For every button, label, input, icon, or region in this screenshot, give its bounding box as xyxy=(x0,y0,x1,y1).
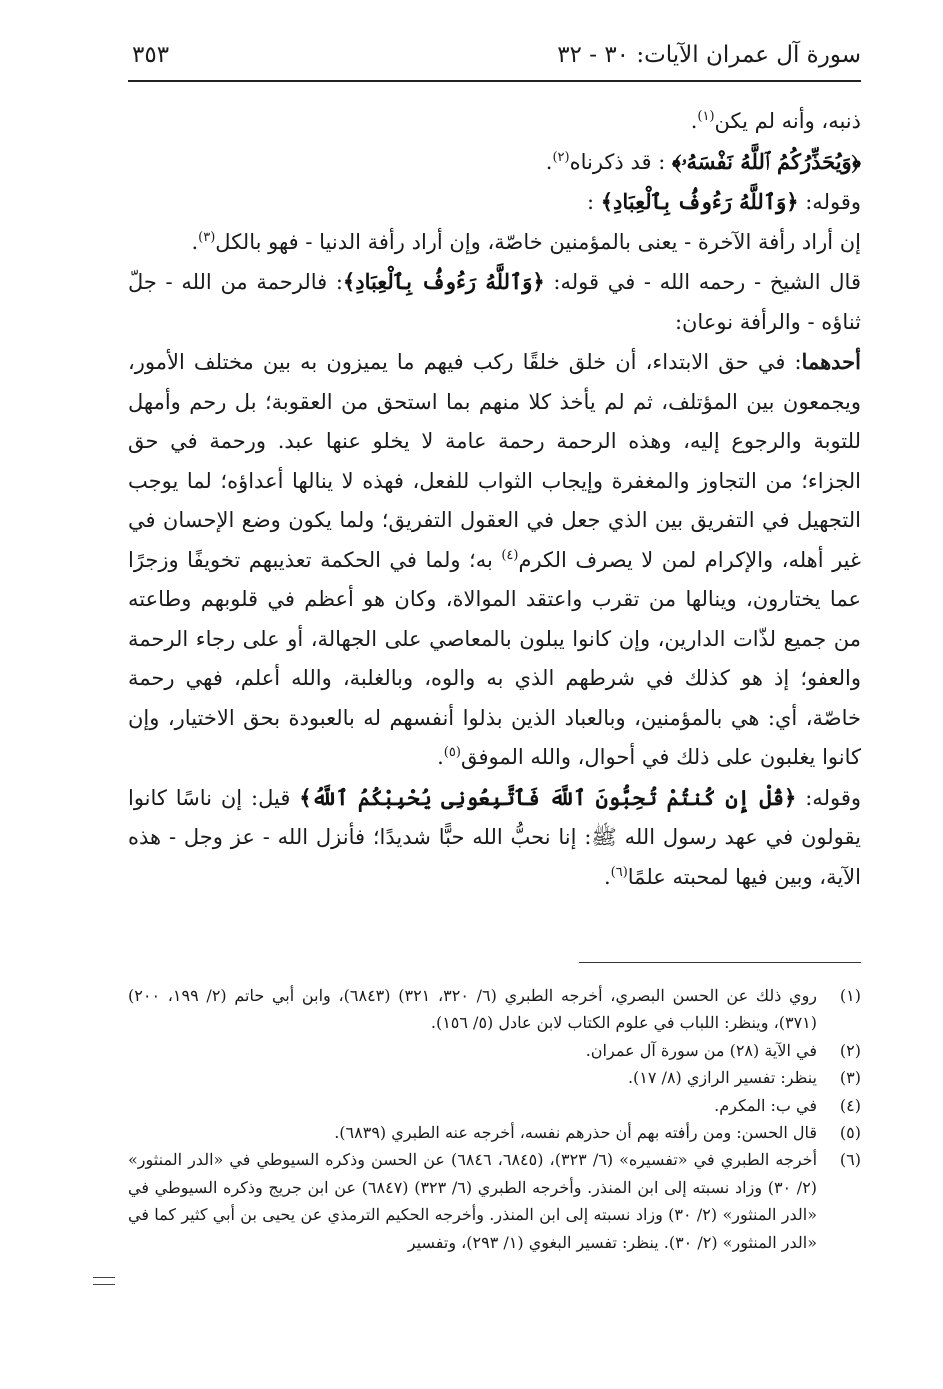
footnote-item: (٢) في الآية (٢٨) من سورة آل عمران. xyxy=(128,1037,861,1064)
footnote-ref[interactable]: (٥) xyxy=(443,745,461,760)
body-line-2: ﴿وَيُحَذِّرُكُمُ ٱللَّهُ نَفْسَهُۥ﴾ : قد ذكرناه$^{(٢)}$. xyxy=(545,148,861,174)
body-line-3: وقوله: ﴿وَٱللَّهُ رَءُوفُۢ بِٱلْعِبَادِ﴾ : xyxy=(586,189,861,214)
footnote-item: (٤) في ب: المكرم. xyxy=(128,1092,861,1119)
body-line-1: ذنبه، وأنه لم يكن$^{(١)}$. xyxy=(690,109,861,133)
footnote-number: (٦) xyxy=(839,1150,861,1170)
body-paragraph-first-kind: أحدهما: في حق الابتداء، أن خلق خلقًا ركب فيهم ما يميزون به بين مختلف الأمور، ويجمعون بين المؤتلف، ثم لم يأخذ كلا منهم بما استحق من العقوبة؛ بل رحم وأمهل للتوبة والرجوع إليه، وهذه الرحمة رحمة عامة لا يخلو عنها عبد. ورحمة في حق الجزاء؛ من التجاوز والمغفرة وإيجاب الثواب للفعل، فهذه لا ينالها أعداؤه؛ لما يوجب التجهيل في التفريق بين الذي جعل في العقول التفريق؛ ولما يكون وضع الإحسان في غير أهله، والإكرام لمن لا يصرف الكرم$^{(٤)}$ به؛ ولما في الحكمة تعذيبهم تخويفًا وزجرًا عما يختارون، وينالها من تقرب واعتقد الموالاة، وكان هو أعظم في قلوبهم وطاعته من جميع لذّات الدارين، وإن كانوا يبلون بالمعاصي على الجهالة، أو على رجاء الرحمة والعفو؛ إذ هو كذلك في شرطهم الذي به والوه، وبالغلبة، والله أعلم، فهي رحمة خاصّة، أي: هي بالمؤمنين، وبالعباد الذين بذلوا أنفسهم له بالعبودة بحق الاختيار، وإن كانوا يغلبون على ذلك في أحوال، والله الموفق$^{(٥)}$. xyxy=(128,349,861,769)
footnote-ref[interactable]: (٦) xyxy=(610,864,628,880)
footnote-number: (١) xyxy=(839,986,861,1005)
footnote-separator xyxy=(579,962,861,963)
footnote-number: (٥) xyxy=(839,1123,861,1143)
footnote-ref[interactable]: (١) xyxy=(697,109,715,124)
footnote-item: (٥) قال الحسن: ومن رأفته بهم أن حذرهم نفسه، أخرجه عنه الطبري (٦٨٣٩). xyxy=(128,1119,861,1146)
footnote-number: (٢) xyxy=(839,1040,861,1060)
main-text xyxy=(128,102,861,897)
footnote-ref[interactable]: (٢) xyxy=(552,149,570,165)
quran-verse: ﴿قُلْ إِن كُنتُمْ تُحِبُّونَ ٱللَّهَ فَٱتَّبِعُونِى يُحْبِبْكُمُ ٱللَّهُ﴾ xyxy=(299,784,797,810)
body-paragraph-sheikh: قال الشيخ - رحمه الله - في قوله: ﴿وَٱللَّهُ رَءُوفُۢ بِٱلْعِبَادِ﴾: فالرحمة من الله - جلّ ثناؤه - والرأفة نوعان: xyxy=(128,269,861,334)
body-paragraph-rafa: إن أراد رأفة الآخرة - يعنى بالمؤمنين خاصّة، وإن أراد رأفة الدنيا - فهو بالكل$^{(٣)}$. xyxy=(191,229,861,254)
footnote-number: (٣) xyxy=(839,1068,861,1088)
quran-verse: ﴿وَٱللَّهُ رَءُوفُۢ بِٱلْعِبَادِ﴾ xyxy=(600,189,799,214)
footnote-number: (٤) xyxy=(839,1095,861,1115)
body-paragraph-love: وقوله: ﴿قُلْ إِن كُنتُمْ تُحِبُّونَ ٱللَّهَ فَٱتَّبِعُونِى يُحْبِبْكُمُ ٱللَّهُ﴾ قيل: إن ناسًا كانوا يقولون في عهد رسول الله ﷺ: إنا نحبُّ الله حبًّا شديدًا؛ فأنزل الله - عز وجل - هذه الآية، وبين فيها لمحبته علمًا$^{(٦)}$. xyxy=(128,784,861,889)
bold-heading: أحدهما xyxy=(801,349,861,374)
quran-verse: ﴿وَيُحَذِّرُكُمُ ٱللَّهُ نَفْسَهُۥ﴾ xyxy=(671,148,861,174)
footnote-item: (١) روي ذلك عن الحسن البصري، أخرجه الطبري (٦/ ٣٢٠، ٣٢١) (٦٨٤٣)، وابن أبي حاتم (٢/ ١٩٩، ٢٠٠) (٣٧١)، وينظر: اللباب في علوم الكتاب لابن عادل (٥/ ١٥٦). xyxy=(128,982,861,1037)
continuation-mark xyxy=(93,1277,115,1285)
page-number: ٣٥٣ xyxy=(132,42,170,68)
running-header xyxy=(128,40,861,82)
footnotes xyxy=(128,982,861,1256)
footnote-ref[interactable]: (٤) xyxy=(501,547,519,563)
footnote-item: (٦) أخرجه الطبري في «تفسيره» (٦/ ٣٢٣)، (٦٨٤٥، ٦٨٤٦) عن الحسن وذكره السيوطي في «الدر المنثور» (٢/ ٣٠) وزاد نسبته إلى ابن المنذر. وأخرجه الطبري (٦/ ٣٢٣) (٦٨٤٧) عن ابن جريج وذكره السيوطي في «الدر المنثور» (٢/ ٣٠) وزاد نسبته إلى ابن المنذر. وأخرجه الحكيم الترمذي عن يحيى بن أبي كثير كما في «الدر المنثور» (٢/ ٣٠). ينظر: تفسير البغوي (١/ ٢٩٣)، وتفسير xyxy=(128,1146,861,1256)
quran-verse: ﴿وَٱللَّهُ رَءُوفُۢ بِٱلْعِبَادِ﴾ xyxy=(342,269,545,294)
footnote-ref[interactable]: (٣) xyxy=(198,229,216,245)
footnote-item: (٣) ينظر: تفسير الرازي (٨/ ١٧). xyxy=(128,1064,861,1091)
header-title: سورة آل عمران الآيات: ٣٠ - ٣٢ xyxy=(557,42,861,68)
